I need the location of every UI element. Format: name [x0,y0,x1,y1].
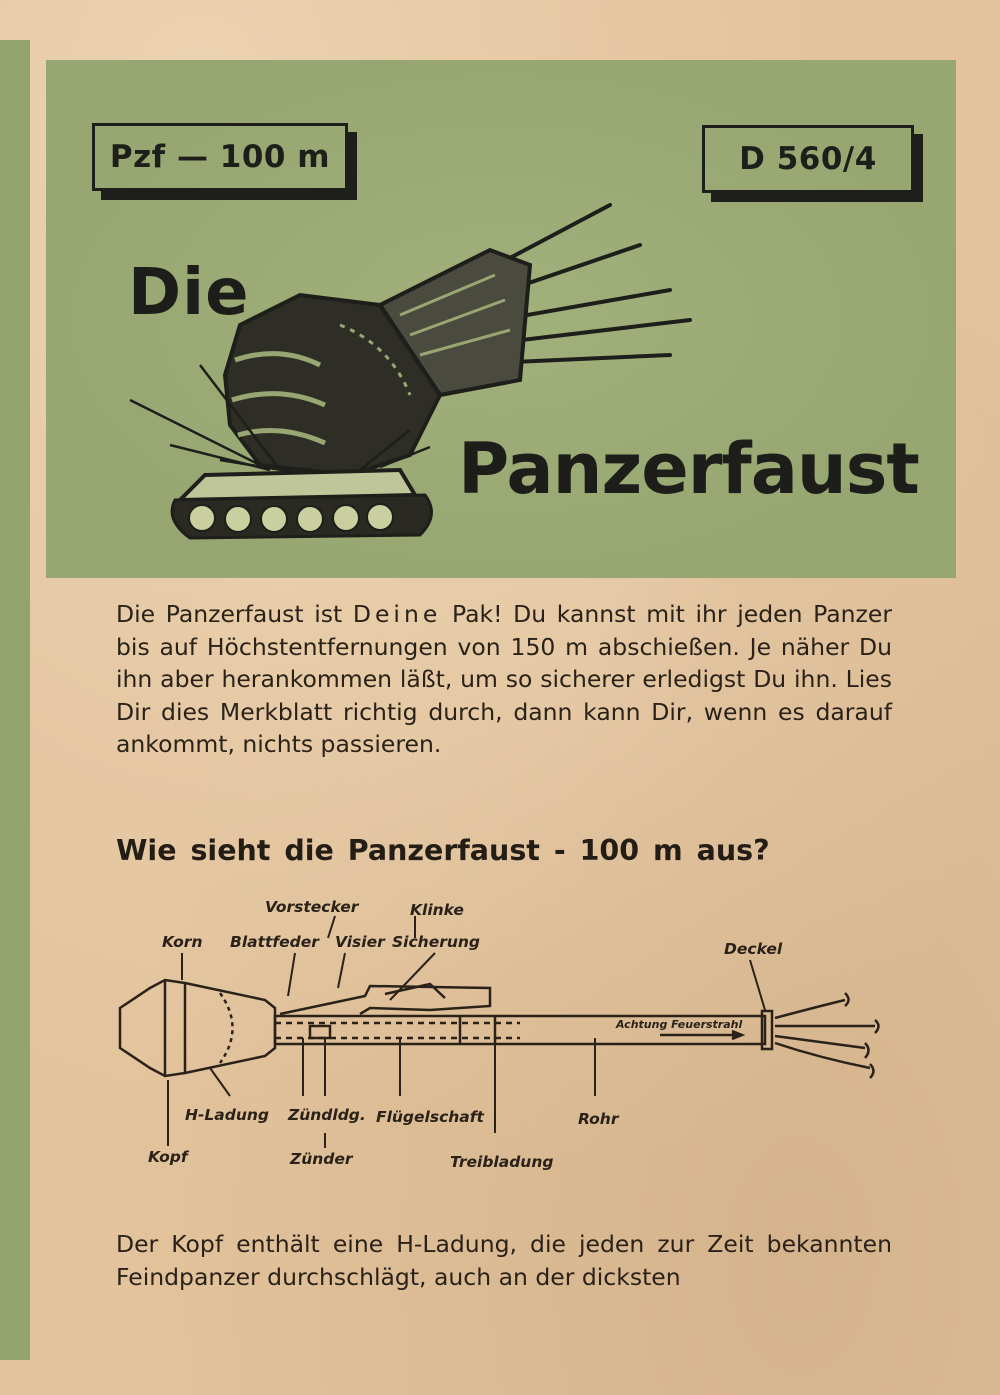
intro-emphasis: Deine [352,600,442,628]
range-tag [92,123,348,191]
section-heading: Wie sieht die Panzerfaust - 100 m aus? [116,834,770,867]
label-korn: Korn [162,933,203,951]
tank-icon [172,470,431,538]
bottom-paragraph: Der Kopf enthält eine H-Ladung, die jeden zur Zeit bekannten Feindpanzer durchschlägt, auch an der dicksten [116,1230,892,1291]
warhead-shape [120,980,275,1076]
label-rohr: Rohr [578,1110,619,1128]
label-zuendladung: Zündldg. [288,1106,366,1124]
left-green-strip [0,40,30,1360]
label-klinke: Klinke [410,901,464,919]
label-h-ladung: H-Ladung [185,1106,270,1124]
intro-paragraph [116,598,892,761]
label-deckel: Deckel [724,940,783,958]
label-zuender: Zünder [290,1150,353,1168]
title-die: Die [128,256,250,330]
panzerfaust-diagram [100,888,900,1188]
range-tag-text: Pzf — 100 m [109,139,331,175]
label-visier: Visier [335,933,385,951]
intro-part1: Die Panzerfaust ist [116,600,353,628]
sight-assembly [280,986,490,1014]
title-panzerfaust: Panzerfaust [458,428,919,510]
label-kopf: Kopf [148,1148,188,1166]
label-fluegelschaft: Flügelschaft [376,1108,484,1126]
intro-part2: Pak! Du kannst mit ihr jeden Panzer bis auf Höchstentfernungen von 150 m abschießen. Je näher Du ihn aber herankommen läßt, um so sicherer erledigst Du ihn. Lies Dir dies Merkblatt richtig durch, dann kann Dir, wenn es darauf ankommt, nichts passieren. [116,600,892,758]
form-number-tag [702,125,914,193]
label-sicherung: Sicherung [392,933,481,951]
label-achtung-feuerstrahl: Achtung Feuerstrahl [616,1018,743,1031]
form-number-text: D 560/4 [739,141,877,177]
label-blattfeder: Blattfeder [230,933,319,951]
label-treibladung: Treibladung [450,1153,554,1171]
label-vorstecker: Vorstecker [265,898,359,916]
